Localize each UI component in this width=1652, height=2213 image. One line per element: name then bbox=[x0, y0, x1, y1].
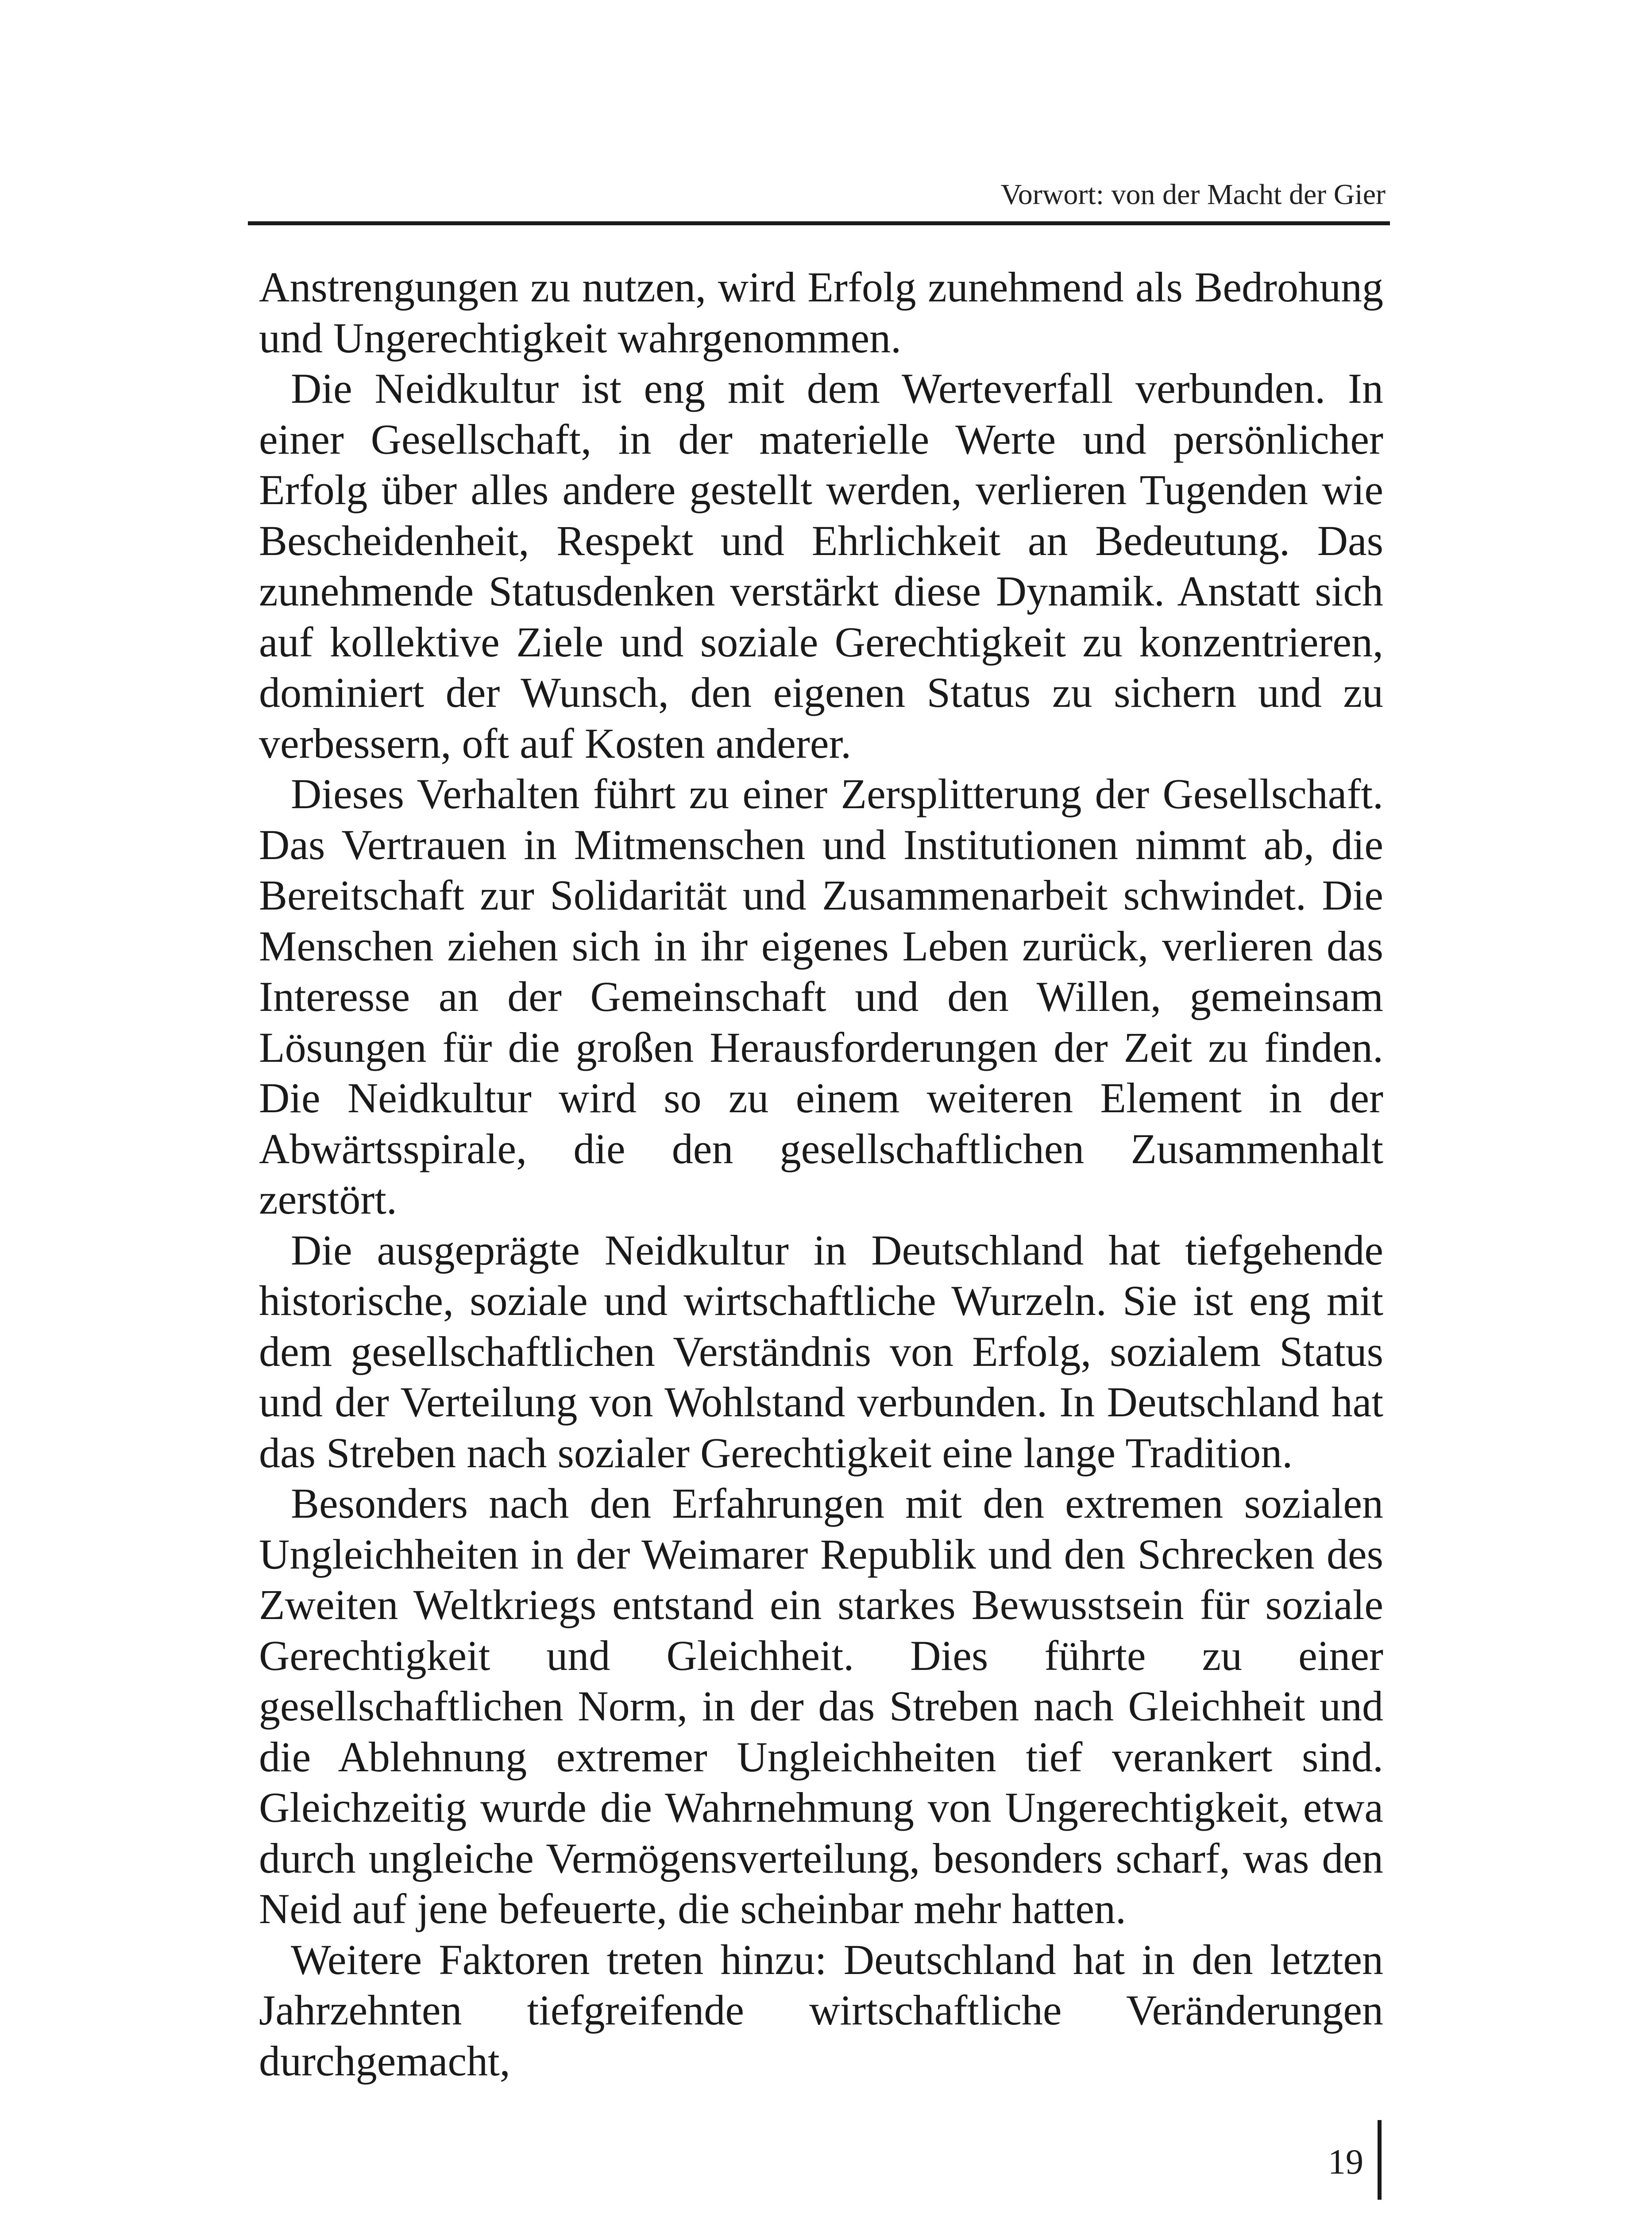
paragraph: Die Neidkultur ist eng mit dem Werteverfall verbunden. In einer Gesellschaft, in der materielle Werte und persönlicher Erfolg über alles andere gestellt werden, verlieren Tugenden wie Bescheidenheit, Respekt und Ehrlichkeit an Bedeutung. Das zunehmende Statusdenken verstärkt diese Dynamik. Anstatt sich auf kollektive Ziele und soziale Gerechtigkeit zu konzentrieren, dominiert der Wunsch, den eigenen Status zu sichern und zu verbessern, oft auf Kosten anderer. bbox=[259, 365, 1383, 767]
page-number: 19 bbox=[1328, 2143, 1363, 2182]
paragraph-continuation: Anstrengungen zu nutzen, wird Erfolg zunehmend als Bedrohung und Ungerechtigkeit wahrgenommen. bbox=[259, 263, 1383, 362]
paragraph: Dieses Verhalten führt zu einer Zersplitterung der Gesellschaft. Das Vertrauen in Mitmenschen und Institutionen nimmt ab, die Bereitschaft zur Solidarität und Zusammenarbeit schwindet. Die Menschen ziehen sich in ihr eigenes Leben zurück, verlieren das Interesse an der Gemeinschaft und den Willen, gemeinsam Lösungen für die großen Herausforderungen der Zeit zu finden. Die Neidkultur wird so zu einem weiteren Element in der Abwärtsspirale, die den gesellschaftlichen Zusammenhalt zerstört. bbox=[259, 770, 1383, 1223]
paragraph: Weitere Faktoren treten hinzu: Deutschland hat in den letzten Jahrzehnten tiefgreifende wirtschaftliche Veränderungen durchgemacht, bbox=[259, 1935, 1383, 2085]
running-head-title: Vorwort: von der Macht der Gier bbox=[1000, 178, 1386, 211]
header-rule bbox=[248, 221, 1390, 225]
paragraph: Die ausgeprägte Neidkultur in Deutschland hat tiefgehende historische, soziale und wirtschaftliche Wurzeln. Sie ist eng mit dem gesellschaftlichen Verständnis von Erfolg, sozialem Status und der Verteilung von Wohlstand verbunden. In Deutschland hat das Streben nach sozialer Gerechtigkeit eine lange Tradition. bbox=[259, 1226, 1383, 1477]
body-text bbox=[259, 262, 1383, 2086]
folio-rule bbox=[1378, 2120, 1382, 2200]
paragraph: Besonders nach den Erfahrungen mit den extremen sozialen Ungleichheiten in der Weimarer Republik und den Schrecken des Zweiten Weltkriegs entstand ein starkes Bewusstsein für soziale Gerechtigkeit und Gleichheit. Dies führte zu einer gesellschaftlichen Norm, in der das Streben nach Gleichheit und die Ablehnung extremer Ungleichheiten tief verankert sind. Gleichzeitig wurde die Wahrnehmung von Ungerechtigkeit, etwa durch ungleiche Vermögensverteilung, besonders scharf, was den Neid auf jene befeuerte, die scheinbar mehr hatten. bbox=[259, 1480, 1383, 1932]
